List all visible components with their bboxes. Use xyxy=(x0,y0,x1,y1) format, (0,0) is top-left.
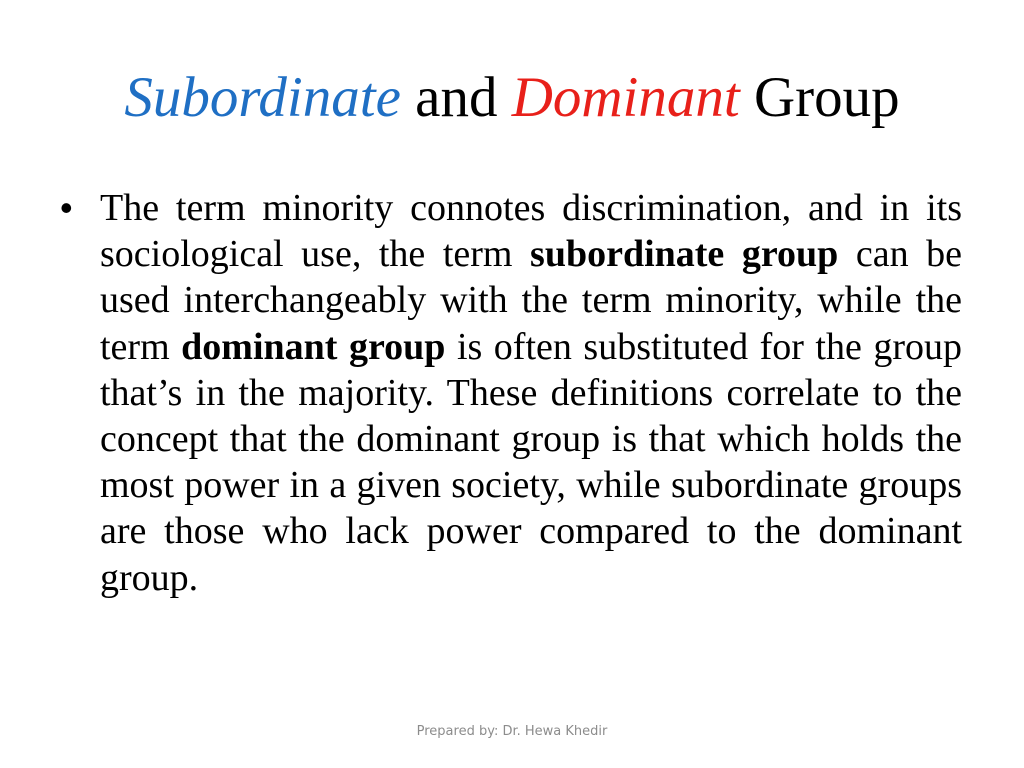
bullet-marker: • xyxy=(60,187,73,228)
paragraph-segment-2: can be used interchangeably with the term minority, while the term xyxy=(100,233,962,368)
bold-term-subordinate-group: subordinate group xyxy=(530,233,839,276)
paragraph-segment-1: The term minority connotes discrimination, and in its sociological use, the term xyxy=(100,187,962,276)
bold-term-dominant-group: dominant group xyxy=(181,325,446,368)
footer-credit: Prepared by: Dr. Hewa Khedir xyxy=(416,724,608,739)
title-word-subordinate: Subordinate xyxy=(124,66,401,129)
title-word-and: and xyxy=(415,66,498,129)
title-word-group: Group xyxy=(753,66,900,129)
slide-title xyxy=(0,62,1024,134)
title-word-dominant: Dominant xyxy=(511,66,740,129)
paragraph-segment-3: is often substituted for the group that’s in the majority. These definitions correlate to the concept that the dominant group is that which holds the most power in a given society, while subordinate groups are those who lack power compared to the dominant group. xyxy=(100,325,963,599)
bullet-paragraph xyxy=(100,185,962,601)
